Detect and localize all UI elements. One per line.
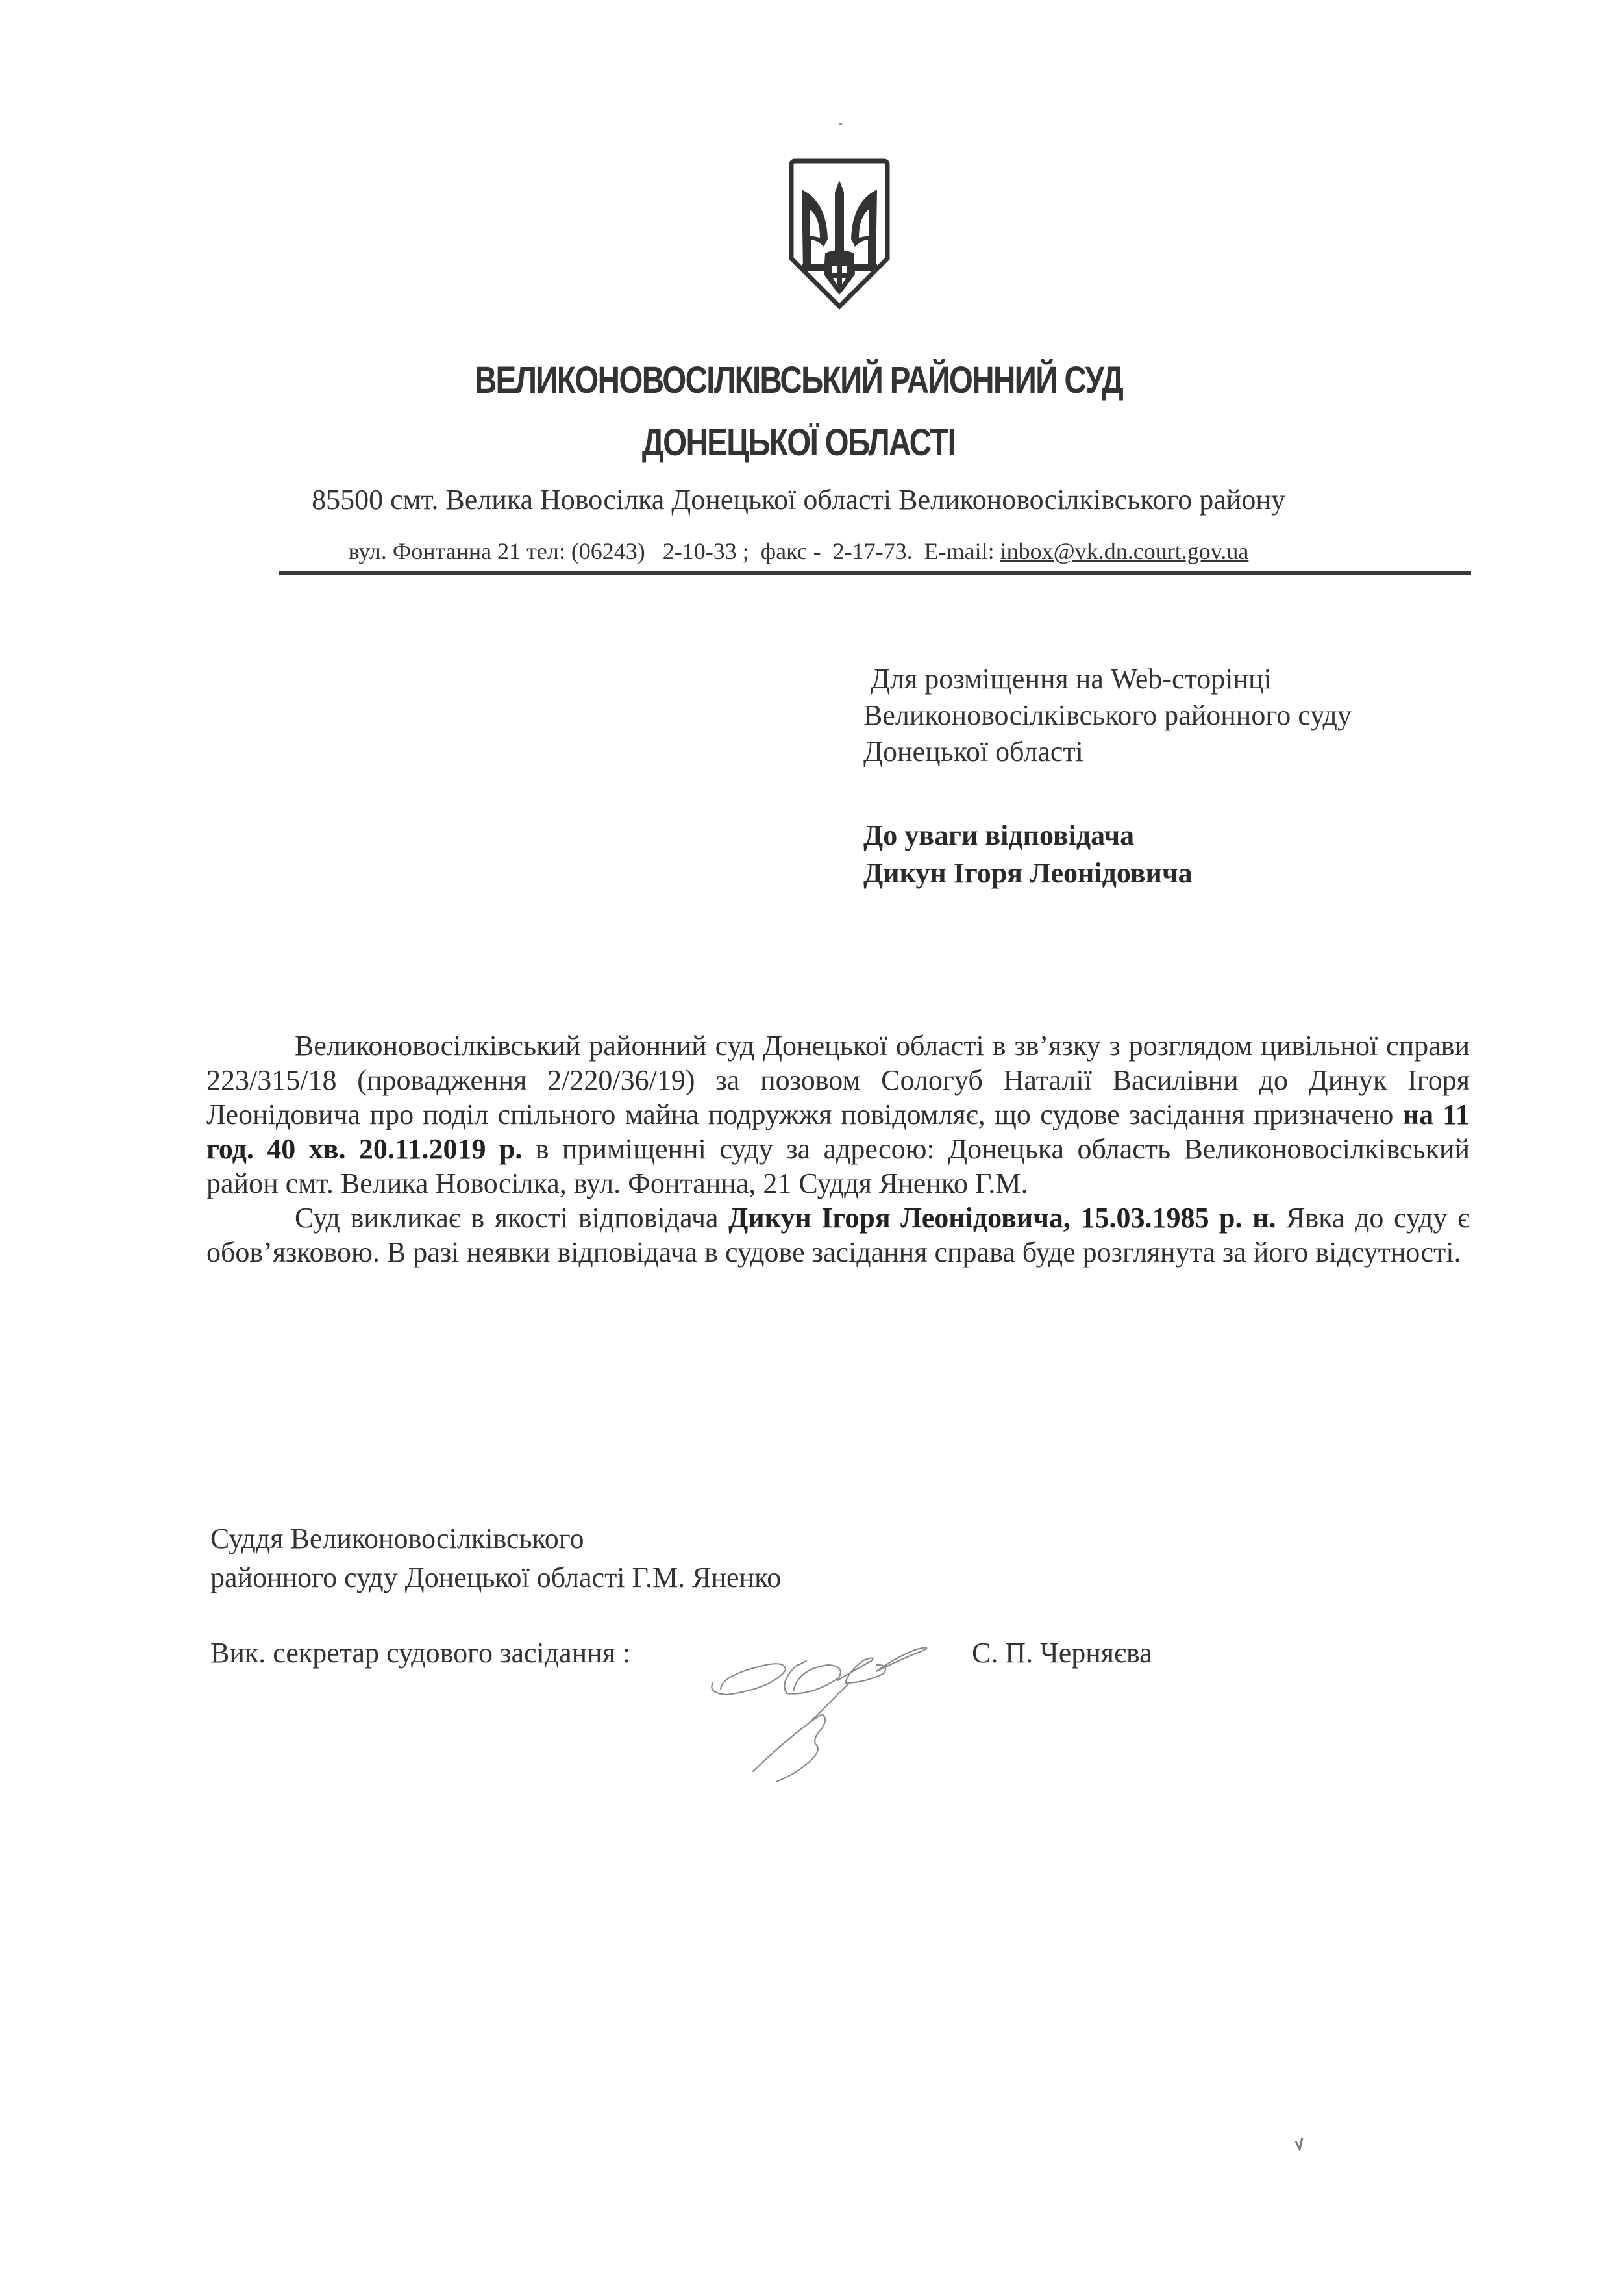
placement-note (863, 661, 1352, 770)
placement-line-1: Для розміщення на Web-сторінці (863, 663, 1272, 695)
secretary-name: С. П. Черняєва (972, 1637, 1152, 1669)
trident-emblem-icon (787, 156, 891, 312)
judge-line-1: Суддя Великоновосілківського (210, 1523, 584, 1554)
court-region-heading: ДОНЕЦЬКОЇ ОБЛАСТІ (641, 421, 956, 464)
secretary-label: Вик. секретар судового засідання : (210, 1637, 631, 1669)
paragraph-2-text-continued: Явка до суду є обов’язковою. В разі неявки відповідача в судове засідання справа буде розглянута за його відсутності. (206, 1202, 1470, 1268)
placement-line-2: Великоновосілківського районного суду (863, 699, 1352, 731)
placement-line-3: Донецької області (863, 736, 1083, 767)
judge-signature-block (210, 1519, 781, 1597)
attention-block (863, 817, 1193, 892)
email-link[interactable]: inbox@vk.dn.court.gov.ua (1000, 538, 1249, 564)
scan-mark-icon (1294, 2136, 1304, 2151)
judge-line-2: районного суду Донецької області Г.М. Яненко (210, 1562, 782, 1593)
contacts-text: вул. Фонтанна 21 тел: (06243) 2-10-33 ; факс - 2-17-73. E-mail: (348, 538, 1000, 564)
attention-addressee: Дикун Ігоря Леонідовича (863, 857, 1193, 889)
paragraph-1-text: Великоновосілківський районний суд Донецької області в зв’язку з розглядом цивільної справи 223/315/18 (провадження 2/220/36/19) за позовом Сологуб Наталії Василівни до Динук Ігоря Леонідовича про поділ спільного майна подружжя повідомляє, що судове засідання призначено (206, 1030, 1470, 1130)
court-address: 85500 смт. Велика Новосілка Донецької області Великоновосілківського району (312, 484, 1285, 516)
paragraph-1-text-continued: в приміщенні суду за адресою: Донецька область Великоновосілківський район смт. Велика Новосілка, вул. Фонтанна, 21 Суддя Яненко Г.М. (206, 1133, 1470, 1199)
hearing-datetime: на 11 год. 40 хв. 20.11.2019 р. (206, 1099, 1470, 1165)
scan-artifact-dot (839, 123, 842, 125)
defendant-name: Дикун Ігоря Леонідовича, 15.03.1985 р. н. (728, 1202, 1276, 1234)
paragraph-2-text: Суд викликає в якості відповідача (295, 1202, 729, 1234)
notice-body (206, 1029, 1470, 1269)
notice-paragraph-1 (206, 1029, 1470, 1201)
header-divider (279, 571, 1471, 575)
handwritten-signature-icon (701, 1610, 935, 1792)
attention-line-1: До уваги відповідача (863, 819, 1135, 851)
court-name-heading: ВЕЛИКОНОВОСІЛКІВСЬКИЙ РАЙОННИЙ СУД (474, 359, 1123, 401)
court-contacts (0, 538, 1597, 565)
notice-paragraph-2 (206, 1201, 1470, 1269)
